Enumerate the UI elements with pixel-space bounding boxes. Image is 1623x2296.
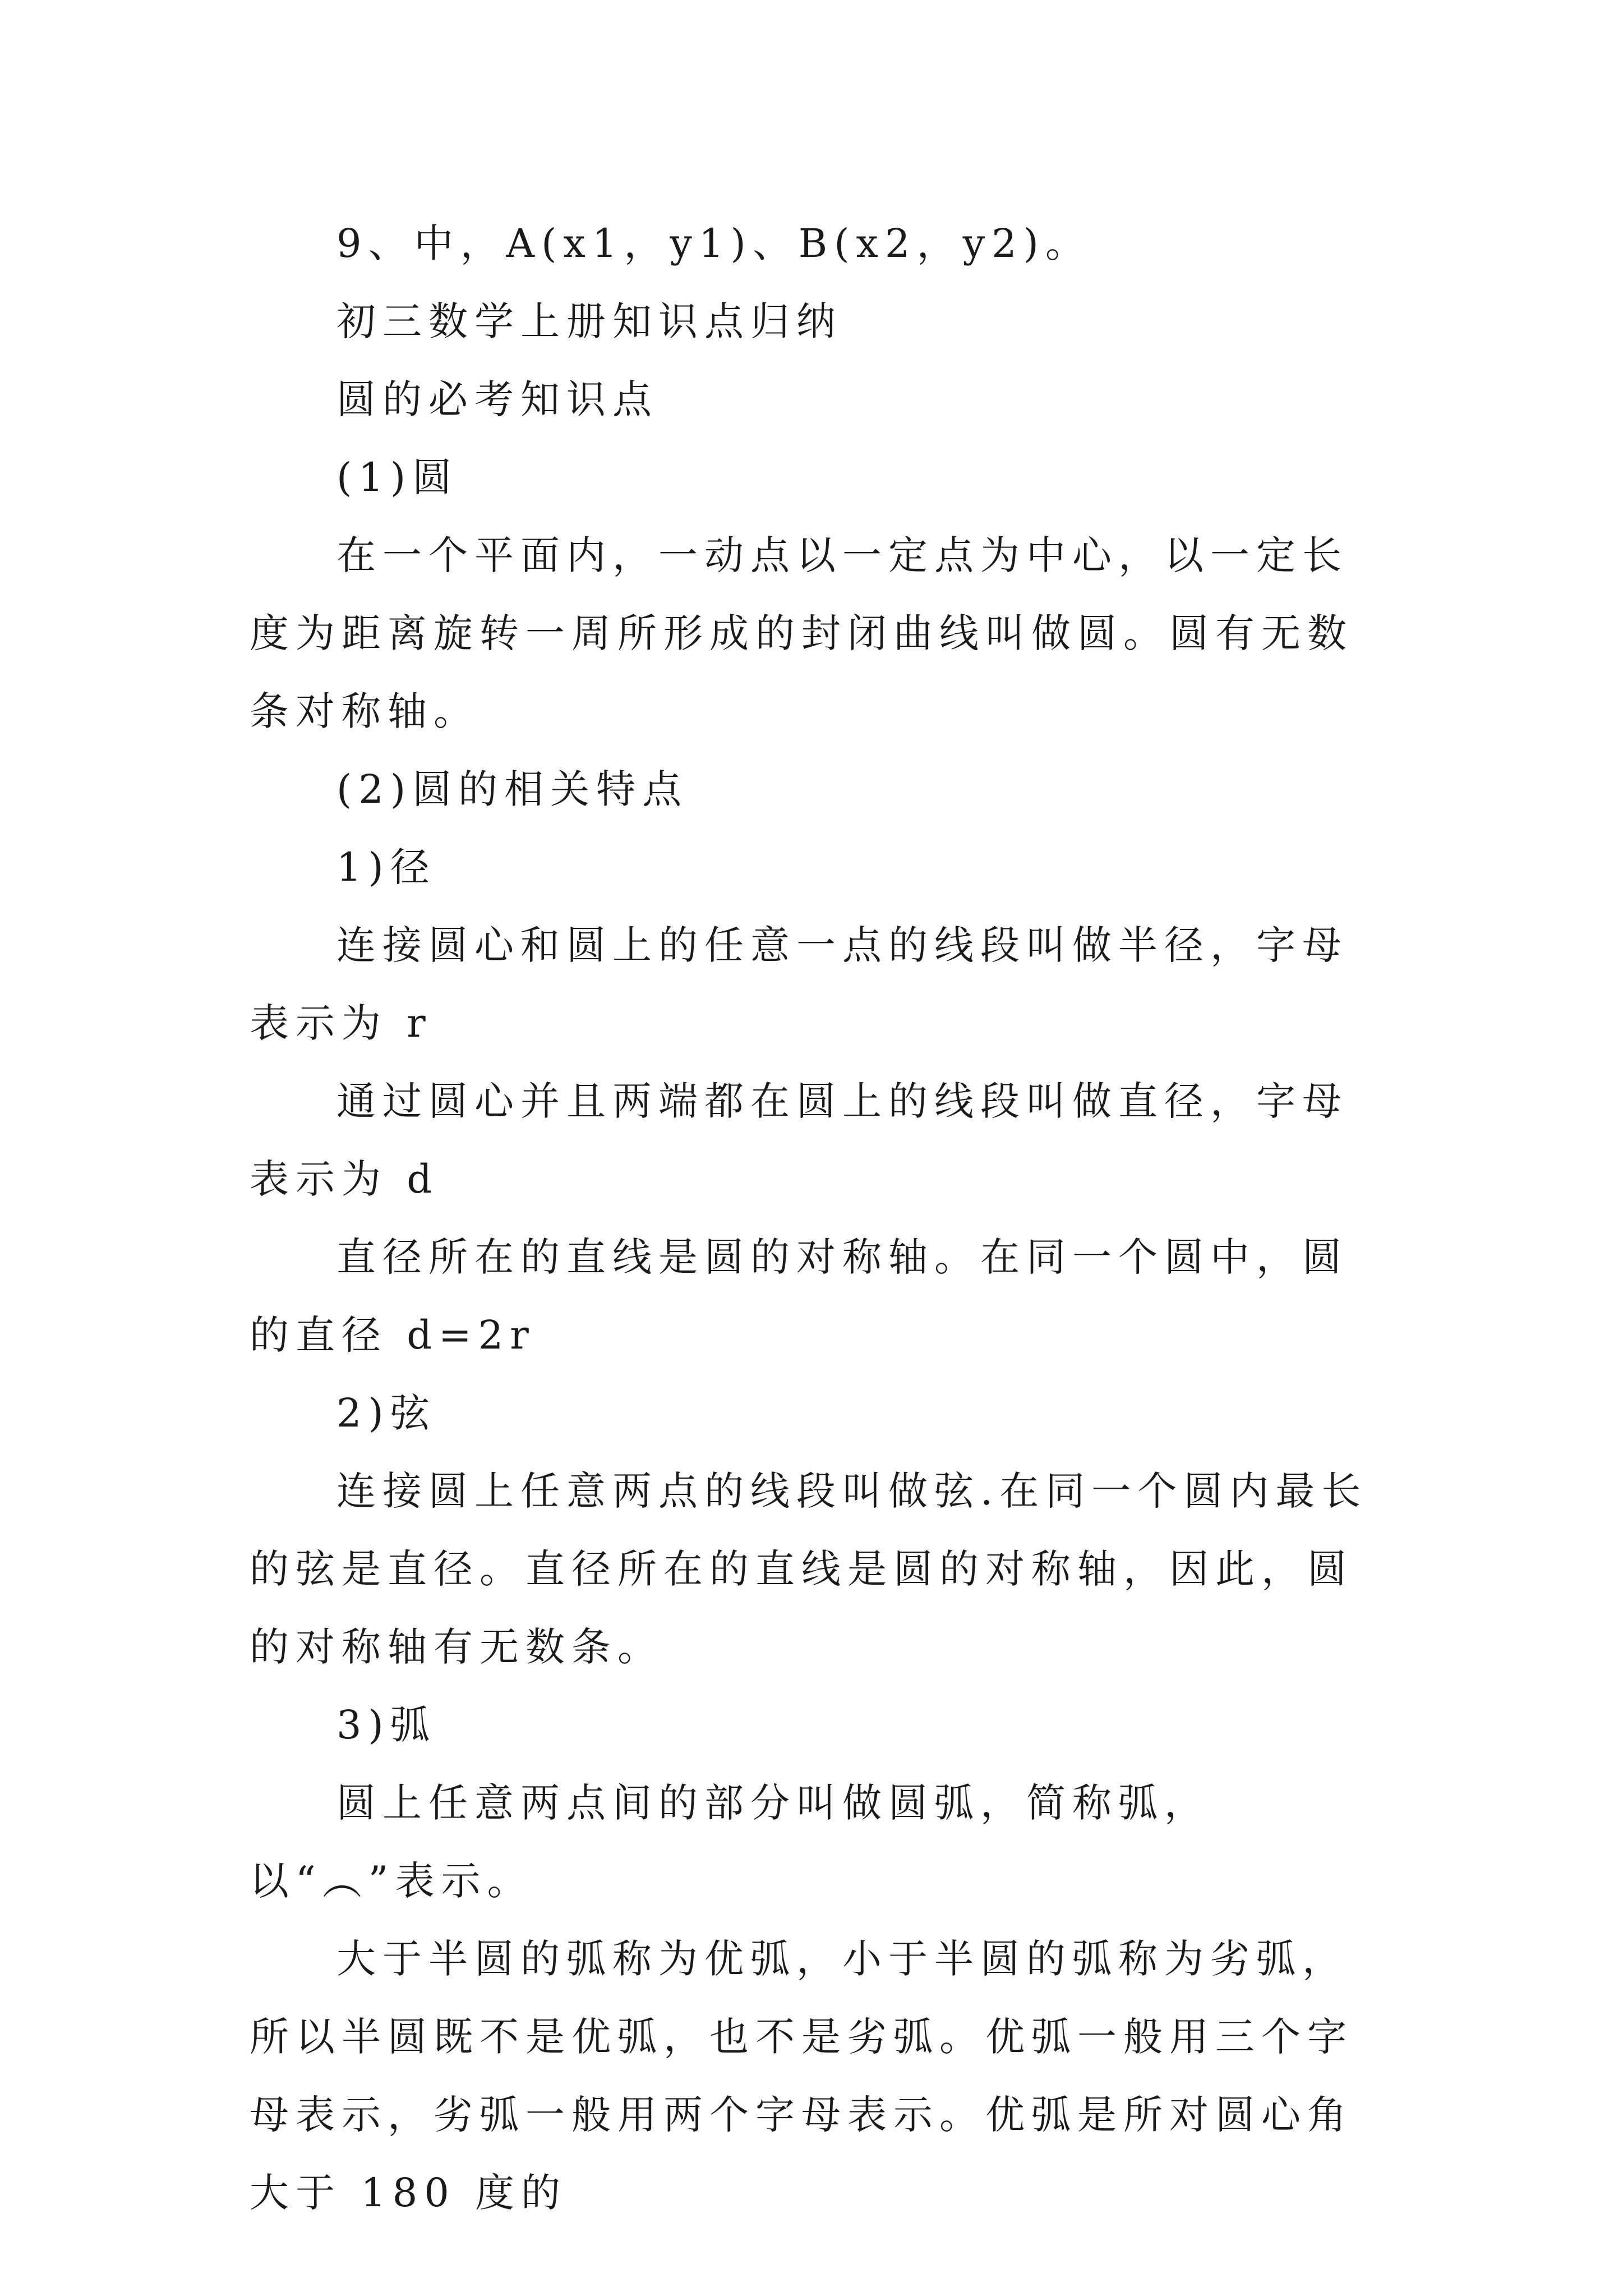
item-heading-arc: 3)弧: [336, 1702, 436, 1748]
paragraph-chord: 连接圆上任意两点的线段叫做弦.在同一个圆内最长的弦是直径。直径所在的直线是圆的对称轴，因此，圆的对称轴有无数条。: [250, 1468, 1368, 1670]
item-heading-chord: 2)弦: [336, 1390, 436, 1436]
subsection-heading: 圆的必考知识点: [336, 376, 658, 422]
item-heading-circle: (1)圆: [336, 454, 459, 500]
paragraph-diameter-axis: 直径所在的直线是圆的对称轴。在同一个圆中，圆的直径 d=2r: [250, 1234, 1348, 1358]
item-heading-radius: 1)径: [336, 844, 436, 890]
document-body: [250, 205, 1388, 2232]
paragraph-arc: 圆上任意两点间的部分叫做圆弧，简称弧，以“︵”表示。: [250, 1780, 1210, 1904]
paragraph-coordinates: 9、中，A(x1，y1)、B(x2，y2)。: [336, 220, 1091, 266]
paragraph-diameter: 通过圆心并且两端都在圆上的线段叫做直径，字母表示为 d: [250, 1078, 1348, 1202]
item-heading-features: (2)圆的相关特点: [336, 766, 689, 812]
section-heading: 初三数学上册知识点归纳: [336, 298, 842, 344]
paragraph-major-minor-arc: 大于半圆的弧称为优弧，小于半圆的弧称为劣弧，所以半圆既不是优弧，也不是劣弧。优弧一般用三个字母表示，劣弧一般用两个字母表示。优弧是所对圆心角大于 180 度的: [250, 1936, 1353, 2216]
paragraph-radius: 连接圆心和圆上的任意一点的线段叫做半径，字母表示为 r: [250, 922, 1348, 1046]
paragraph-circle-definition: 在一个平面内，一动点以一定点为中心，以一定长度为距离旋转一周所形成的封闭曲线叫做圆。圆有无数条对称轴。: [250, 532, 1353, 734]
